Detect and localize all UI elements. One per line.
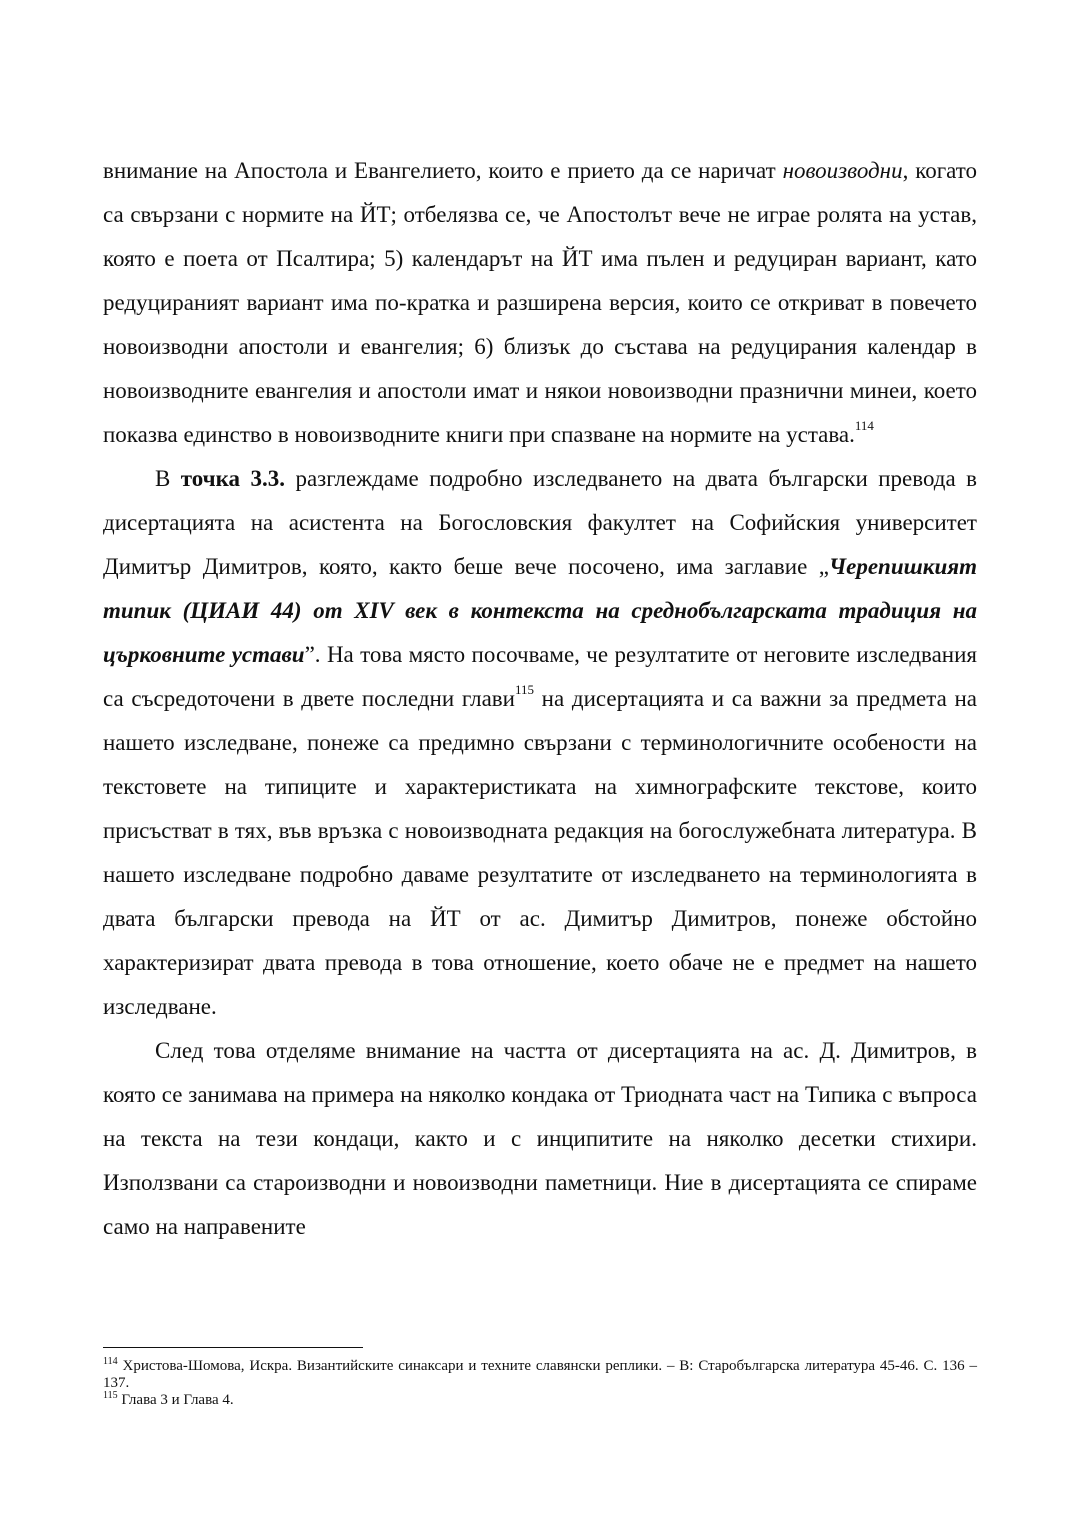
paragraph-1-text-b: , когато са свързани с нормите на ЙТ; отбелязва се, че Апостолът вече не играе ролята на устав, която е поета от Псалтира; 5) календарът на ЙТ има пълен и редуциран вариант, като редуцираният вариант има по-кратка и разширена версия, които се откриват в повечето новоизводни апостоли и евангелия; 6) близък до състава на редуцирания календар в новоизводните евангелия и апостоли имат и някои новоизводни празнични минеи, което показва единство в новоизводните книги при спазване на нормите на устава. <box>103 158 977 447</box>
footnote-separator <box>103 1347 363 1348</box>
paragraph-2-text-d: на дисертацията и са важни за предмета на нашето изследване, понеже са предимно свързани с терминологичните особености на текстовете на типиците и характеристиката на химнографските текстове, които присъстват в тях, във връзка с новоизводната редакция на богослужебната литература. В нашето изследване подробно даваме резултатите от изследването на терминологията в двата български превода на ЙТ от ас. Димитър Димитров, понеже обстойно характеризират двата превода в това отношение, което обаче не е предмет на нашето изследване. <box>103 686 978 1019</box>
paragraph-2-text-b: разглеждаме подробно изследването на двата български превода в дисертацията на асистента на Богословския факултет на Софийския университет Димитър Димитров, която, както беше вече посочено, има заглавие „ <box>103 466 977 579</box>
footnote-number: 115 <box>103 1390 118 1401</box>
paragraph-1-text-a: внимание на Апостола и Евангелието, които е прието да се наричат <box>103 158 783 183</box>
dissertation-title: Черепишкият типик (ЦИАИ 44) от XIV век в контекста на среднобългарската традиция на църковните устави <box>103 554 977 667</box>
paragraph-2-text-c: ”. На това място посочваме, че резултатите от неговите изследвания са съсредоточени в двете последни глави <box>103 642 977 711</box>
paragraph-3: След това отделяме внимание на частта от дисертацията на ас. Д. Димитров, в която се занимава на примера на няколко кондака от Триодната част на Типика с въпроса на текста на тези кондаци, както и с инципитите на няколко десетки стихири. Използвани са староизводни и новоизводни паметници. Ние в дисертацията се спираме само на направените <box>103 1038 977 1239</box>
footnote-text: Христова-Шомова, Искра. Византийските синаксари и техните славянски реплики. – В: Старобългарска литература 45-46. С. 136 – 137. <box>103 1358 977 1391</box>
footnotes <box>103 1358 977 1409</box>
bold-section-ref: точка 3.3. <box>180 466 285 491</box>
paragraph-2 <box>103 457 977 1029</box>
footnote-ref-115[interactable]: 115 <box>514 682 534 697</box>
footnote-number: 114 <box>103 1356 118 1367</box>
italic-term: новоизводни <box>782 158 903 183</box>
footnote-114 <box>103 1358 977 1392</box>
footnote-115 <box>103 1392 977 1409</box>
paragraph-2-text-a: В <box>155 466 181 491</box>
body-text <box>103 149 977 1249</box>
paragraph-1 <box>103 149 977 457</box>
footnote-text: Глава 3 и Глава 4. <box>117 1392 234 1408</box>
footnote-ref-114[interactable]: 114 <box>854 418 874 433</box>
